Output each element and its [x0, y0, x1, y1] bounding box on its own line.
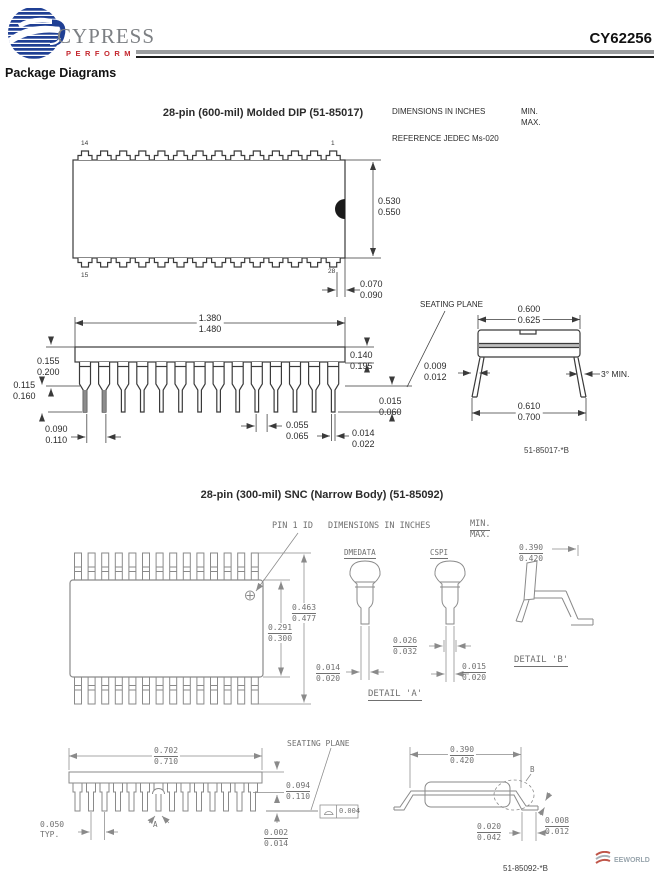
dim-snc-overall-len: 0.463 0.477: [291, 603, 317, 623]
dip-side-view: [75, 347, 345, 412]
snc-top-view: [70, 533, 298, 704]
snc-lead-label-right: CSPI: [430, 548, 449, 557]
dim-body-width: 0.530 0.550: [378, 196, 401, 217]
page-title: Package Diagrams: [5, 66, 117, 80]
dim-snc-body-width: 0.702 0.710: [153, 746, 179, 766]
snc-datum-b-label: B: [530, 765, 535, 774]
snc-max-label: MAX.: [470, 530, 491, 540]
dim-lead-width: 0.014 0.022: [352, 428, 375, 449]
snc-doc-number: 51-85092-*B: [503, 864, 548, 873]
dip-end-view: [472, 330, 586, 397]
snc-diagram: [69, 530, 593, 841]
snc-min-label: MIN.: [470, 519, 491, 529]
snc-side-dims: [69, 748, 361, 840]
dim-standoff: 0.015 0.060: [379, 396, 402, 417]
dim-snc-lead-b-lower: 0.015 0.020: [462, 662, 487, 682]
dim-length: 1.380 1.480: [198, 313, 222, 334]
pin-label-1: 1: [331, 140, 335, 147]
watermark-logo-icon: [594, 851, 654, 865]
dip-diagram: [42, 151, 600, 443]
dip-angle-label: 3° MIN.: [601, 369, 630, 379]
dim-row-spread: 0.610 0.700: [517, 401, 541, 422]
dip-jedec-ref: REFERENCE JEDEC Ms-020: [392, 134, 499, 143]
snc-flatness-value: 0.004: [339, 807, 361, 815]
snc-datum-a-label: A: [153, 820, 158, 829]
dim-lead-below: 0.115 0.160: [13, 380, 36, 401]
dip-dims-note: DIMENSIONS IN INCHES: [392, 107, 486, 116]
dim-snc-lead-thickness: 0.008 0.012: [545, 816, 570, 836]
snc-side-view: [69, 772, 318, 811]
dim-snc-lead-b-upper: 0.026 0.032: [393, 636, 418, 656]
dip-min-label: MIN.: [521, 107, 538, 116]
snc-end-view: [394, 774, 538, 810]
dim-snc-pitch: 0.050 TYP.: [40, 820, 65, 839]
dim-snc-lead-a: 0.014 0.020: [316, 663, 341, 683]
pin-label-28: 28: [328, 268, 336, 275]
watermark: [594, 851, 658, 870]
dim-snc-detail-b-width: 0.390 0.420: [519, 543, 544, 563]
dip-top-view: [73, 151, 345, 267]
dim-pitch: 0.090 0.110: [45, 424, 68, 445]
snc-dims-note: DIMENSIONS IN INCHES: [328, 521, 431, 531]
dim-body-height: 0.155 0.200: [37, 356, 60, 377]
watermark-text: EEWORLD: [614, 857, 650, 864]
dim-snc-standoff: 0.002 0.014: [264, 828, 289, 848]
dim-snc-height: 0.094 0.110: [286, 781, 311, 801]
dim-pin-end: 0.070 0.090: [360, 279, 383, 300]
dip-seating-plane-label: SEATING PLANE: [420, 300, 483, 309]
snc-pin1-label: PIN 1 ID: [272, 521, 313, 531]
pin-label-14: 14: [81, 140, 89, 147]
dim-snc-foot: 0.020 0.042: [477, 822, 502, 842]
dim-lead-thickness: 0.009 0.012: [424, 361, 447, 382]
snc-detail-b-label: DETAIL 'B': [514, 655, 569, 665]
dip-doc-number: 51-85017-*B: [524, 446, 569, 455]
dim-snc-end-width: 0.390 0.420: [449, 745, 475, 765]
brand-wordmark: CYPRESS: [57, 24, 156, 48]
dip-title: 28-pin (600-mil) Molded DIP (51-85017): [162, 107, 364, 119]
brand-tagline: PERFORM: [66, 49, 135, 58]
pin-label-15: 15: [81, 272, 89, 279]
snc-detail-a-label: DETAIL 'A': [368, 689, 423, 699]
dim-shoulder-width: 0.055 0.065: [286, 420, 309, 441]
snc-lead-label-left: DMEDATA: [344, 548, 376, 557]
dip-max-label: MAX.: [521, 118, 541, 127]
dim-row-width: 0.600 0.625: [517, 304, 541, 325]
dim-shoulder: 0.140 0.195: [350, 350, 373, 371]
snc-detail-a: [346, 561, 471, 682]
snc-seating-plane-label: SEATING PLANE: [287, 739, 350, 748]
part-number: CY62256: [589, 30, 652, 47]
snc-title: 28-pin (300-mil) SNC (Narrow Body) (51-85092): [200, 489, 444, 501]
dim-snc-body-len: 0.291 0.300: [267, 623, 293, 643]
